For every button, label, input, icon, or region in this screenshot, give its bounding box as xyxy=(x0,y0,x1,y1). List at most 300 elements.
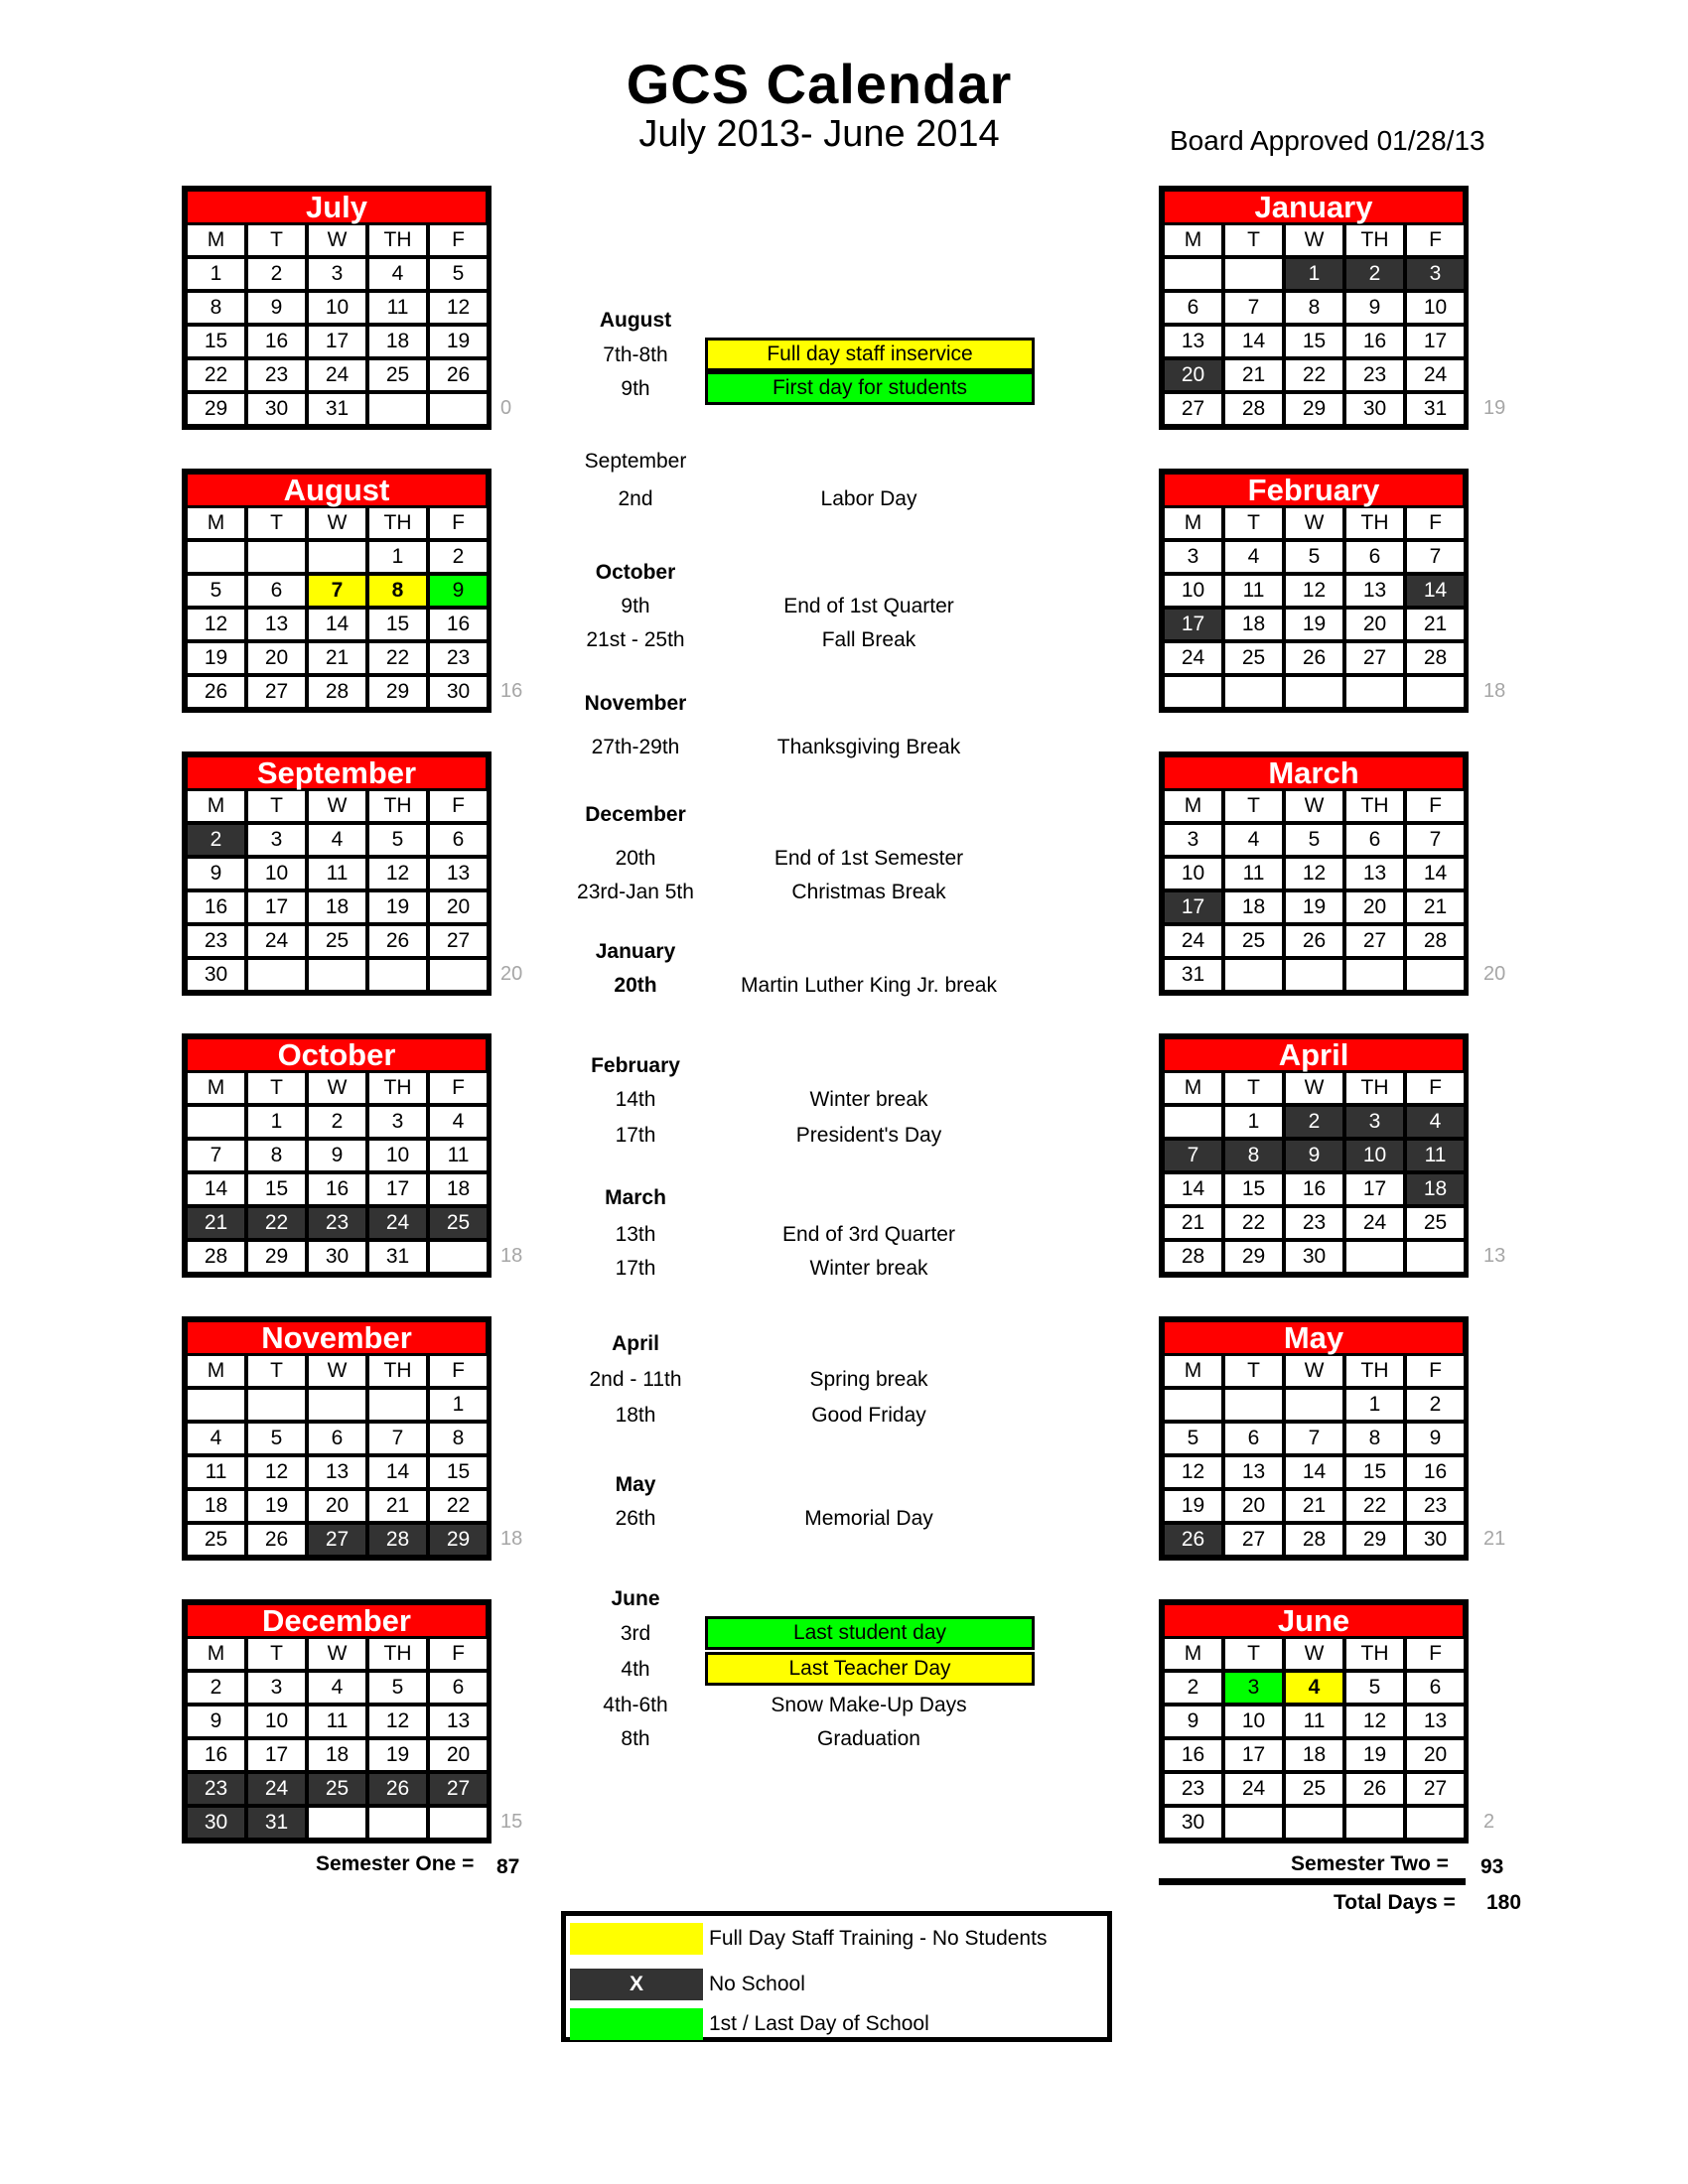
day-cell: 30 xyxy=(1407,1525,1464,1555)
event-date: 17th xyxy=(615,1257,656,1280)
event-label: End of 3rd Quarter xyxy=(782,1223,955,1246)
day-cell: 12 xyxy=(369,859,426,888)
weekday-header: W xyxy=(1286,791,1342,821)
day-cell: 8 xyxy=(430,1424,487,1453)
day-cell: 6 xyxy=(430,1673,487,1703)
weekday-header: TH xyxy=(369,1356,426,1386)
legend-row-no-school xyxy=(570,1968,805,2001)
day-cell: 10 xyxy=(248,1706,305,1736)
day-cell: 15 xyxy=(248,1174,305,1204)
event-label: Christmas Break xyxy=(791,881,946,903)
day-cell: 26 xyxy=(430,360,487,390)
empty-cell xyxy=(430,1242,487,1272)
event-date: 20th xyxy=(615,847,656,870)
event-label: End of 1st Semester xyxy=(774,847,964,870)
day-cell: 1 xyxy=(369,542,426,572)
weekday-header: TH xyxy=(1346,225,1403,255)
day-cell: 21 xyxy=(309,643,365,673)
weekday-header: W xyxy=(309,225,365,255)
school-day-count: 18 xyxy=(500,1528,523,1550)
day-cell: 13 xyxy=(1225,1457,1282,1487)
day-cell: 17 xyxy=(1165,892,1221,922)
day-cell: 27 xyxy=(1225,1525,1282,1555)
day-cell: 10 xyxy=(1225,1706,1282,1736)
calendar-may xyxy=(1159,1316,1469,1561)
weekday-header: M xyxy=(188,791,244,821)
day-grid xyxy=(1165,1639,1463,1838)
calendar-october xyxy=(182,1033,492,1278)
day-cell: 15 xyxy=(430,1457,487,1487)
event-date: 3rd xyxy=(620,1622,651,1645)
day-cell: 16 xyxy=(1407,1457,1464,1487)
day-cell: 19 xyxy=(1346,1740,1403,1770)
weekday-header: F xyxy=(1407,508,1464,538)
day-cell: 2 xyxy=(1286,1107,1342,1137)
day-cell: 29 xyxy=(188,394,244,424)
day-grid xyxy=(188,508,486,707)
empty-cell xyxy=(1165,1390,1221,1420)
day-cell: 25 xyxy=(309,1774,365,1804)
legend-label: Full Day Staff Training - No Students xyxy=(709,1927,1048,1950)
day-cell: 28 xyxy=(369,1525,426,1555)
day-cell: 17 xyxy=(1407,327,1464,356)
total-days-label: Total Days = xyxy=(1334,1891,1456,1914)
weekday-header: W xyxy=(309,1073,365,1103)
day-cell: 24 xyxy=(248,926,305,956)
day-cell: 11 xyxy=(1286,1706,1342,1736)
weekday-header: M xyxy=(188,1639,244,1669)
legend-swatch-yellow xyxy=(570,1923,703,1955)
day-cell: 26 xyxy=(369,926,426,956)
empty-cell xyxy=(1225,259,1282,289)
day-cell: 27 xyxy=(248,677,305,707)
event-date: 20th xyxy=(614,974,657,997)
day-cell: 2 xyxy=(1165,1673,1221,1703)
weekday-header: TH xyxy=(369,791,426,821)
day-cell: 25 xyxy=(430,1208,487,1238)
day-cell: 6 xyxy=(309,1424,365,1453)
event-date: 4th xyxy=(621,1658,650,1681)
event-date: 21st - 25th xyxy=(586,628,685,651)
day-cell: 4 xyxy=(1286,1673,1342,1703)
day-cell: 9 xyxy=(430,576,487,606)
day-cell: 23 xyxy=(1286,1208,1342,1238)
month-header: October xyxy=(188,1039,486,1070)
weekday-header: W xyxy=(1286,508,1342,538)
day-cell: 30 xyxy=(1286,1242,1342,1272)
day-cell: 19 xyxy=(1165,1491,1221,1521)
day-cell: 17 xyxy=(1165,610,1221,639)
weekday-header: M xyxy=(1165,791,1221,821)
day-cell: 4 xyxy=(369,259,426,289)
day-cell: 4 xyxy=(1407,1107,1464,1137)
event-date: 23rd-Jan 5th xyxy=(577,881,694,903)
day-cell: 28 xyxy=(1225,394,1282,424)
day-cell: 1 xyxy=(1346,1390,1403,1420)
calendar-august xyxy=(182,469,492,713)
day-cell: 27 xyxy=(1407,1774,1464,1804)
weekday-header: M xyxy=(188,508,244,538)
weekday-header: F xyxy=(430,1356,487,1386)
weekday-header: F xyxy=(430,791,487,821)
day-cell: 22 xyxy=(188,360,244,390)
weekday-header: F xyxy=(430,1639,487,1669)
weekday-header: TH xyxy=(369,1073,426,1103)
day-cell: 3 xyxy=(309,259,365,289)
event-month-heading: September xyxy=(584,450,687,473)
day-cell: 9 xyxy=(248,293,305,323)
day-cell: 29 xyxy=(1286,394,1342,424)
weekday-header: M xyxy=(1165,1356,1221,1386)
day-cell: 23 xyxy=(1407,1491,1464,1521)
day-grid xyxy=(1165,508,1463,707)
day-cell: 11 xyxy=(1225,859,1282,888)
weekday-header: T xyxy=(248,1073,305,1103)
day-cell: 9 xyxy=(1407,1424,1464,1453)
day-cell: 27 xyxy=(309,1525,365,1555)
day-cell: 10 xyxy=(248,859,305,888)
day-cell: 20 xyxy=(309,1491,365,1521)
day-cell: 28 xyxy=(309,677,365,707)
day-cell: 24 xyxy=(309,360,365,390)
day-grid xyxy=(188,1356,486,1555)
weekday-header: M xyxy=(1165,225,1221,255)
day-cell: 3 xyxy=(1165,825,1221,855)
day-cell: 14 xyxy=(1407,859,1464,888)
month-header: July xyxy=(188,192,486,222)
day-cell: 2 xyxy=(1407,1390,1464,1420)
day-cell: 31 xyxy=(369,1242,426,1272)
event-label: Labor Day xyxy=(820,487,917,510)
day-cell: 15 xyxy=(369,610,426,639)
day-cell: 9 xyxy=(1346,293,1403,323)
event-month-heading: May xyxy=(615,1473,656,1496)
day-cell: 24 xyxy=(1225,1774,1282,1804)
calendar-march xyxy=(1159,751,1469,996)
day-cell: 10 xyxy=(309,293,365,323)
day-cell: 11 xyxy=(369,293,426,323)
day-cell: 31 xyxy=(248,1808,305,1838)
empty-cell xyxy=(1286,677,1342,707)
calendar-june xyxy=(1159,1599,1469,1843)
day-cell: 15 xyxy=(1286,327,1342,356)
event-date: 17th xyxy=(615,1124,656,1147)
day-cell: 4 xyxy=(1225,825,1282,855)
event-date: 8th xyxy=(621,1727,650,1750)
day-cell: 17 xyxy=(309,327,365,356)
page-subtitle: July 2013- June 2014 xyxy=(638,113,1000,155)
event-date: 27th-29th xyxy=(591,736,680,758)
approval-note: Board Approved 01/28/13 xyxy=(1170,125,1485,156)
day-cell: 22 xyxy=(1346,1491,1403,1521)
weekday-header: M xyxy=(1165,1639,1221,1669)
weekday-header: M xyxy=(188,1356,244,1386)
day-cell: 21 xyxy=(1407,610,1464,639)
day-cell: 25 xyxy=(188,1525,244,1555)
event-highlight-label: First day for students xyxy=(705,371,1035,405)
event-month-heading: April xyxy=(612,1332,659,1355)
day-cell: 2 xyxy=(188,1673,244,1703)
day-cell: 20 xyxy=(1407,1740,1464,1770)
legend xyxy=(561,1911,1112,2042)
day-cell: 6 xyxy=(430,825,487,855)
day-cell: 18 xyxy=(369,327,426,356)
day-cell: 23 xyxy=(188,926,244,956)
day-cell: 31 xyxy=(309,394,365,424)
empty-cell xyxy=(369,1390,426,1420)
day-cell: 18 xyxy=(430,1174,487,1204)
school-day-count: 20 xyxy=(500,963,523,985)
day-cell: 14 xyxy=(1286,1457,1342,1487)
event-month-heading: March xyxy=(605,1186,666,1209)
day-cell: 31 xyxy=(1165,960,1221,990)
weekday-header: M xyxy=(188,225,244,255)
empty-cell xyxy=(1165,259,1221,289)
day-cell: 19 xyxy=(188,643,244,673)
event-date: 7th-8th xyxy=(603,343,668,366)
day-cell: 2 xyxy=(430,542,487,572)
day-cell: 12 xyxy=(1346,1706,1403,1736)
event-highlight-label: Full day staff inservice xyxy=(705,338,1035,371)
weekday-header: T xyxy=(248,1356,305,1386)
day-cell: 26 xyxy=(188,677,244,707)
day-cell: 20 xyxy=(430,892,487,922)
day-cell: 13 xyxy=(1346,859,1403,888)
day-cell: 16 xyxy=(248,327,305,356)
weekday-header: W xyxy=(309,508,365,538)
day-cell: 25 xyxy=(369,360,426,390)
day-cell: 18 xyxy=(1407,1174,1464,1204)
day-cell: 10 xyxy=(1407,293,1464,323)
day-cell: 7 xyxy=(1225,293,1282,323)
event-date: 4th-6th xyxy=(603,1694,668,1716)
event-date: 2nd xyxy=(618,487,653,510)
day-cell: 5 xyxy=(369,825,426,855)
calendar-december xyxy=(182,1599,492,1843)
event-month-heading: August xyxy=(599,309,672,332)
weekday-header: TH xyxy=(1346,791,1403,821)
school-day-count: 15 xyxy=(500,1811,523,1833)
empty-cell xyxy=(430,1808,487,1838)
day-cell: 12 xyxy=(188,610,244,639)
day-cell: 6 xyxy=(1346,542,1403,572)
day-cell: 3 xyxy=(1407,259,1464,289)
day-grid xyxy=(188,225,486,424)
empty-cell xyxy=(369,960,426,990)
day-cell: 11 xyxy=(1225,576,1282,606)
school-day-count: 18 xyxy=(500,1245,523,1267)
day-cell: 1 xyxy=(1286,259,1342,289)
event-date: 18th xyxy=(615,1404,656,1427)
day-grid xyxy=(188,1639,486,1838)
day-cell: 30 xyxy=(309,1242,365,1272)
day-cell: 10 xyxy=(1165,576,1221,606)
day-cell: 4 xyxy=(309,1673,365,1703)
day-cell: 20 xyxy=(248,643,305,673)
day-cell: 16 xyxy=(1165,1740,1221,1770)
day-cell: 3 xyxy=(248,1673,305,1703)
event-highlight-label: Last Teacher Day xyxy=(705,1652,1035,1686)
day-cell: 7 xyxy=(369,1424,426,1453)
day-cell: 28 xyxy=(1165,1242,1221,1272)
empty-cell xyxy=(430,960,487,990)
day-cell: 30 xyxy=(188,1808,244,1838)
school-day-count: 2 xyxy=(1483,1811,1495,1833)
school-day-count: 0 xyxy=(500,397,512,419)
day-cell: 2 xyxy=(309,1107,365,1137)
weekday-header: TH xyxy=(369,508,426,538)
day-cell: 25 xyxy=(1407,1208,1464,1238)
day-cell: 10 xyxy=(1346,1141,1403,1170)
day-cell: 20 xyxy=(1165,360,1221,390)
day-cell: 8 xyxy=(188,293,244,323)
calendar-november xyxy=(182,1316,492,1561)
day-cell: 4 xyxy=(188,1424,244,1453)
day-cell: 8 xyxy=(248,1141,305,1170)
calendar-april xyxy=(1159,1033,1469,1278)
day-cell: 30 xyxy=(188,960,244,990)
day-cell: 19 xyxy=(369,892,426,922)
day-cell: 18 xyxy=(309,1740,365,1770)
school-day-count: 19 xyxy=(1483,397,1506,419)
day-cell: 23 xyxy=(1165,1774,1221,1804)
day-cell: 29 xyxy=(430,1525,487,1555)
day-cell: 9 xyxy=(188,859,244,888)
day-cell: 29 xyxy=(1346,1525,1403,1555)
legend-row-first-last-day xyxy=(570,2007,929,2041)
day-cell: 2 xyxy=(188,825,244,855)
day-cell: 28 xyxy=(1407,643,1464,673)
day-cell: 11 xyxy=(188,1457,244,1487)
weekday-header: F xyxy=(430,225,487,255)
day-cell: 21 xyxy=(1165,1208,1221,1238)
day-cell: 21 xyxy=(188,1208,244,1238)
empty-cell xyxy=(309,960,365,990)
day-cell: 13 xyxy=(1165,327,1221,356)
day-cell: 16 xyxy=(188,892,244,922)
weekday-header: F xyxy=(1407,1073,1464,1103)
day-cell: 7 xyxy=(1286,1424,1342,1453)
day-cell: 5 xyxy=(1346,1673,1403,1703)
day-cell: 24 xyxy=(369,1208,426,1238)
semester-two-label: Semester Two = xyxy=(1291,1852,1449,1875)
semester-one-label: Semester One = xyxy=(316,1852,475,1875)
day-cell: 1 xyxy=(430,1390,487,1420)
weekday-header: TH xyxy=(1346,1073,1403,1103)
empty-cell xyxy=(248,960,305,990)
day-cell: 7 xyxy=(1407,825,1464,855)
day-cell: 15 xyxy=(1225,1174,1282,1204)
day-cell: 5 xyxy=(1286,825,1342,855)
day-cell: 2 xyxy=(1346,259,1403,289)
day-cell: 13 xyxy=(309,1457,365,1487)
day-cell: 19 xyxy=(430,327,487,356)
weekday-header: W xyxy=(309,1356,365,1386)
day-cell: 29 xyxy=(369,677,426,707)
day-cell: 28 xyxy=(1407,926,1464,956)
day-cell: 26 xyxy=(1346,1774,1403,1804)
day-cell: 22 xyxy=(369,643,426,673)
empty-cell xyxy=(1225,960,1282,990)
day-cell: 30 xyxy=(430,677,487,707)
day-cell: 12 xyxy=(430,293,487,323)
day-cell: 17 xyxy=(1346,1174,1403,1204)
event-label: Snow Make-Up Days xyxy=(771,1694,967,1716)
empty-cell xyxy=(1225,677,1282,707)
day-cell: 14 xyxy=(188,1174,244,1204)
legend-label: 1st / Last Day of School xyxy=(709,2012,929,2035)
empty-cell xyxy=(1346,677,1403,707)
day-grid xyxy=(1165,1356,1463,1555)
day-cell: 26 xyxy=(248,1525,305,1555)
weekday-header: F xyxy=(1407,791,1464,821)
day-cell: 3 xyxy=(1225,1673,1282,1703)
empty-cell xyxy=(1225,1808,1282,1838)
empty-cell xyxy=(188,1107,244,1137)
day-cell: 6 xyxy=(1225,1424,1282,1453)
day-cell: 14 xyxy=(369,1457,426,1487)
weekday-header: TH xyxy=(1346,508,1403,538)
day-cell: 6 xyxy=(1346,825,1403,855)
event-label: Winter break xyxy=(809,1257,928,1280)
event-label: Spring break xyxy=(809,1368,928,1391)
school-day-count: 13 xyxy=(1483,1245,1506,1267)
day-cell: 7 xyxy=(1165,1141,1221,1170)
day-cell: 29 xyxy=(1225,1242,1282,1272)
weekday-header: T xyxy=(1225,508,1282,538)
month-header: March xyxy=(1165,757,1463,788)
weekday-header: F xyxy=(1407,1356,1464,1386)
day-cell: 21 xyxy=(1286,1491,1342,1521)
event-month-heading: January xyxy=(595,940,676,963)
day-cell: 3 xyxy=(1165,542,1221,572)
event-label: Good Friday xyxy=(811,1404,926,1427)
day-cell: 8 xyxy=(369,576,426,606)
day-cell: 16 xyxy=(309,1174,365,1204)
event-month-heading: December xyxy=(585,803,686,826)
day-cell: 5 xyxy=(1165,1424,1221,1453)
event-label: Martin Luther King Jr. break xyxy=(741,974,997,997)
day-cell: 23 xyxy=(188,1774,244,1804)
day-cell: 19 xyxy=(248,1491,305,1521)
school-day-count: 18 xyxy=(1483,680,1506,702)
weekday-header: W xyxy=(309,791,365,821)
event-date: 9th xyxy=(621,377,650,400)
empty-cell xyxy=(1286,1808,1342,1838)
weekday-header: W xyxy=(1286,1356,1342,1386)
empty-cell xyxy=(1346,960,1403,990)
weekday-header: T xyxy=(1225,1073,1282,1103)
weekday-header: T xyxy=(248,225,305,255)
day-cell: 16 xyxy=(1286,1174,1342,1204)
weekday-header: W xyxy=(309,1639,365,1669)
day-cell: 11 xyxy=(430,1141,487,1170)
day-cell: 21 xyxy=(1225,360,1282,390)
event-label: Winter break xyxy=(809,1088,928,1111)
day-cell: 19 xyxy=(1286,610,1342,639)
month-header: February xyxy=(1165,475,1463,505)
event-label: President's Day xyxy=(795,1124,942,1147)
empty-cell xyxy=(430,394,487,424)
day-cell: 20 xyxy=(1225,1491,1282,1521)
empty-cell xyxy=(248,542,305,572)
calendar-february xyxy=(1159,469,1469,713)
weekday-header: W xyxy=(1286,1073,1342,1103)
legend-swatch-dark: X xyxy=(570,1969,703,2000)
weekday-header: T xyxy=(1225,1356,1282,1386)
day-cell: 30 xyxy=(1165,1808,1221,1838)
day-cell: 29 xyxy=(248,1242,305,1272)
